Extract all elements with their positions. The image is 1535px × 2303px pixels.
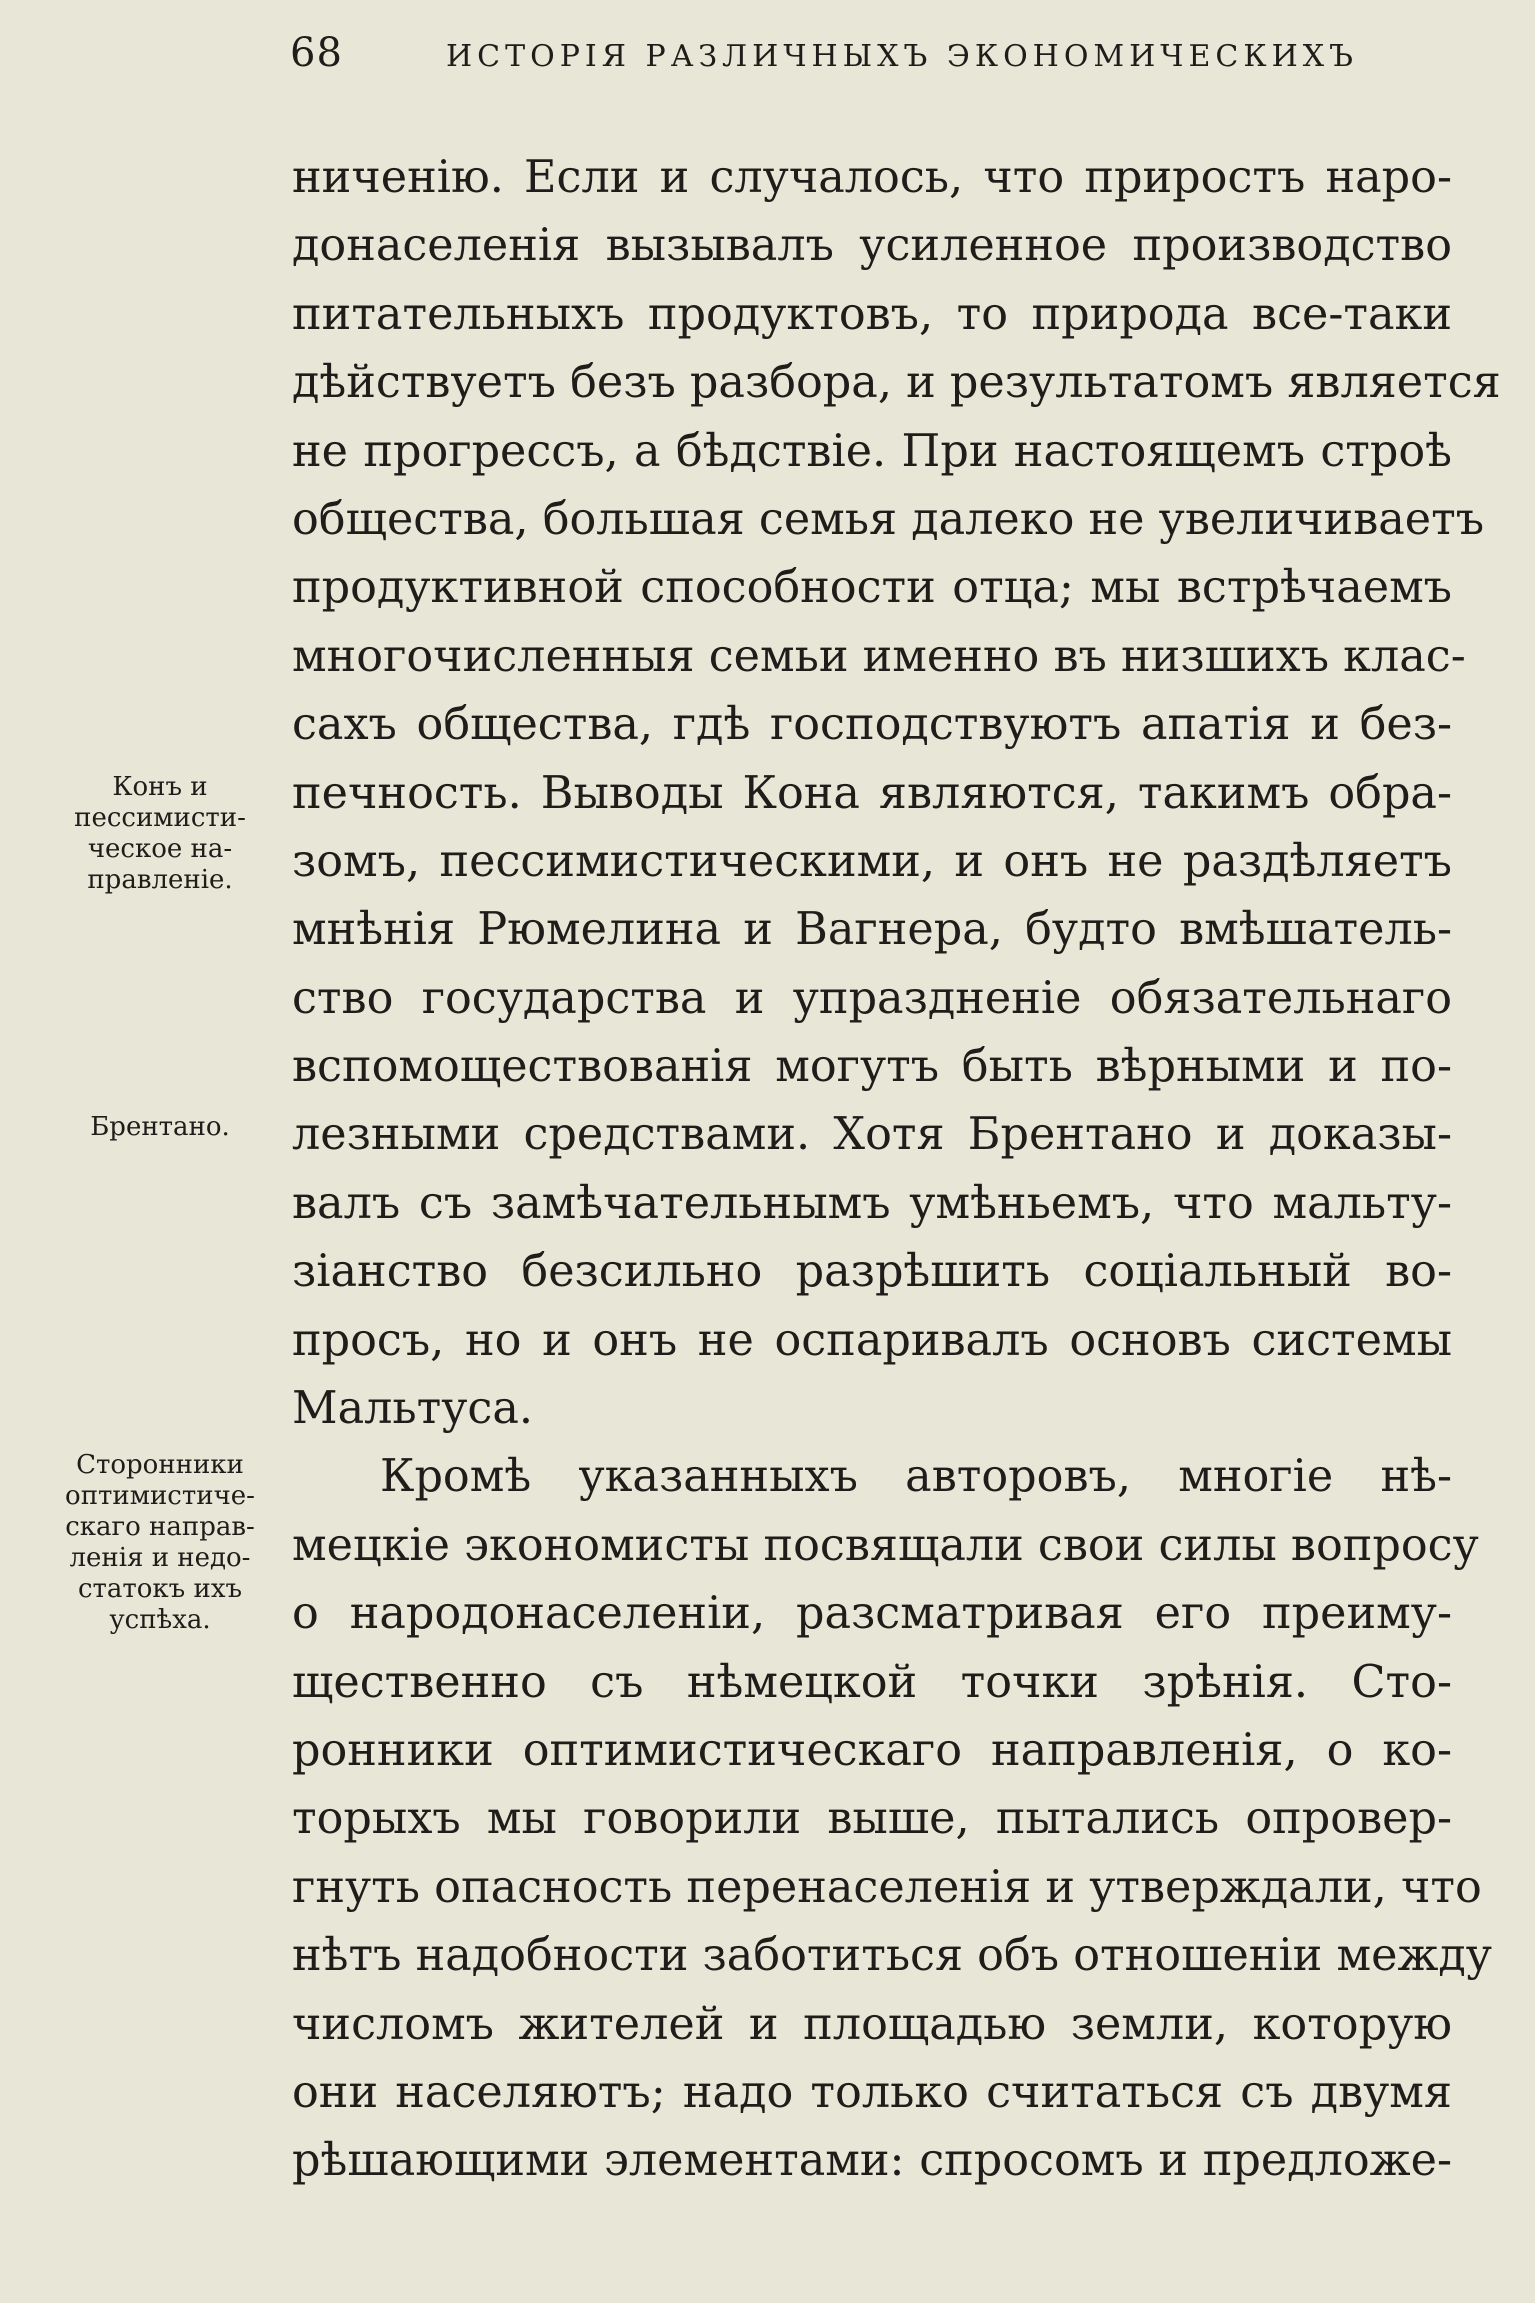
text-line: донаселенія вызывалъ усиленное производство	[292, 220, 1452, 272]
text-line: мецкіе экономисты посвящали свои силы вопросу	[292, 1519, 1479, 1571]
margin-note-line: Сторонники	[76, 1450, 244, 1480]
text-line: лезными средствами. Хотя Брентано и доказы-	[292, 1109, 1452, 1161]
running-head	[290, 30, 1390, 76]
running-title: ИСТОРІЯ РАЗЛИЧНЫХЪ ЭКОНОМИЧЕСКИХЪ	[446, 39, 1358, 74]
text-line: вспомоществованія могутъ быть вѣрными и по-	[292, 1041, 1452, 1093]
margin-note-line: Брентано.	[90, 1112, 230, 1142]
text-line: ронники оптимистическаго направленія, о ко-	[292, 1724, 1452, 1776]
text-line: валъ съ замѣчательнымъ умѣньемъ, что мальту-	[292, 1177, 1452, 1229]
margin-note-line: ленія и недо-	[69, 1543, 251, 1573]
text-line: ниченію. Если и случалось, что приростъ наро-	[292, 152, 1452, 203]
page-number: 68	[290, 30, 343, 76]
text-line: нѣтъ надобности заботиться объ отношеніи между	[292, 1930, 1492, 1982]
text-line: числомъ жителей и площадью земли, которую	[292, 1998, 1452, 2050]
body-text	[292, 144, 1501, 2196]
text-line: о народонаселеніи, разсматривая его преиму-	[292, 1588, 1452, 1640]
margin-note-line: правленіе.	[87, 865, 233, 895]
margin-note-line: пессимисти-	[74, 803, 246, 833]
text-line: продуктивной способности отца; мы встрѣчаемъ	[292, 562, 1452, 614]
text-line: многочисленныя семьи именно въ низшихъ клас-	[292, 630, 1466, 682]
paragraph-end-line: Мальтуса.	[292, 1383, 533, 1435]
text-line: просъ, но и онъ не оспаривалъ основъ системы	[292, 1314, 1452, 1366]
text-line: торыхъ мы говорили выше, пытались опровер-	[292, 1793, 1452, 1845]
margin-note-kon	[40, 772, 280, 896]
text-line: мнѣнія Рюмелина и Вагнера, будто вмѣшатель-	[292, 904, 1452, 956]
text-line: питательныхъ продуктовъ, то природа все-таки	[292, 288, 1452, 340]
text-line: зіанство безсильно разрѣшить соціальный во-	[292, 1246, 1452, 1298]
text-line: общества, большая семья далеко не увеличиваетъ	[292, 493, 1485, 545]
text-line: дѣйствуетъ безъ разбора, и результатомъ является	[292, 357, 1501, 409]
text-line: печность. Выводы Кона являются, такимъ обра-	[292, 767, 1452, 819]
text-line: ство государства и упраздненіе обязательнаго	[292, 972, 1452, 1024]
text-line: зомъ, пессимистическими, и онъ не раздѣляетъ	[292, 835, 1452, 887]
margin-note-storonniki	[40, 1450, 280, 1636]
text-line: сахъ общества, гдѣ господствуютъ апатія и без-	[292, 699, 1452, 751]
margin-note-line: ческое на-	[87, 834, 233, 864]
margin-note-line: оптимистиче-	[65, 1481, 255, 1511]
text-line: не прогрессъ, а бѣдствіе. При настоящемъ строѣ	[292, 425, 1452, 477]
margin-note-line: Конъ и	[112, 772, 208, 802]
margin-note-line: скаго направ-	[65, 1512, 255, 1542]
text-line: они населяютъ; надо только считаться съ двумя	[292, 2066, 1452, 2118]
margin-note-line: успѣха.	[109, 1605, 211, 1635]
margin-note-brentano	[40, 1112, 280, 1143]
text-line: гнуть опасность перенаселенія и утверждали, что	[292, 1861, 1482, 1913]
paragraph-start-line: Кромѣ указанныхъ авторовъ, многіе нѣ-	[380, 1451, 1452, 1503]
text-line: рѣшающими элементами: спросомъ и предложе-	[292, 2135, 1452, 2187]
text-line: щественно съ нѣмецкой точки зрѣнія. Сто-	[292, 1656, 1452, 1708]
margin-note-line: статокъ ихъ	[77, 1574, 243, 1604]
